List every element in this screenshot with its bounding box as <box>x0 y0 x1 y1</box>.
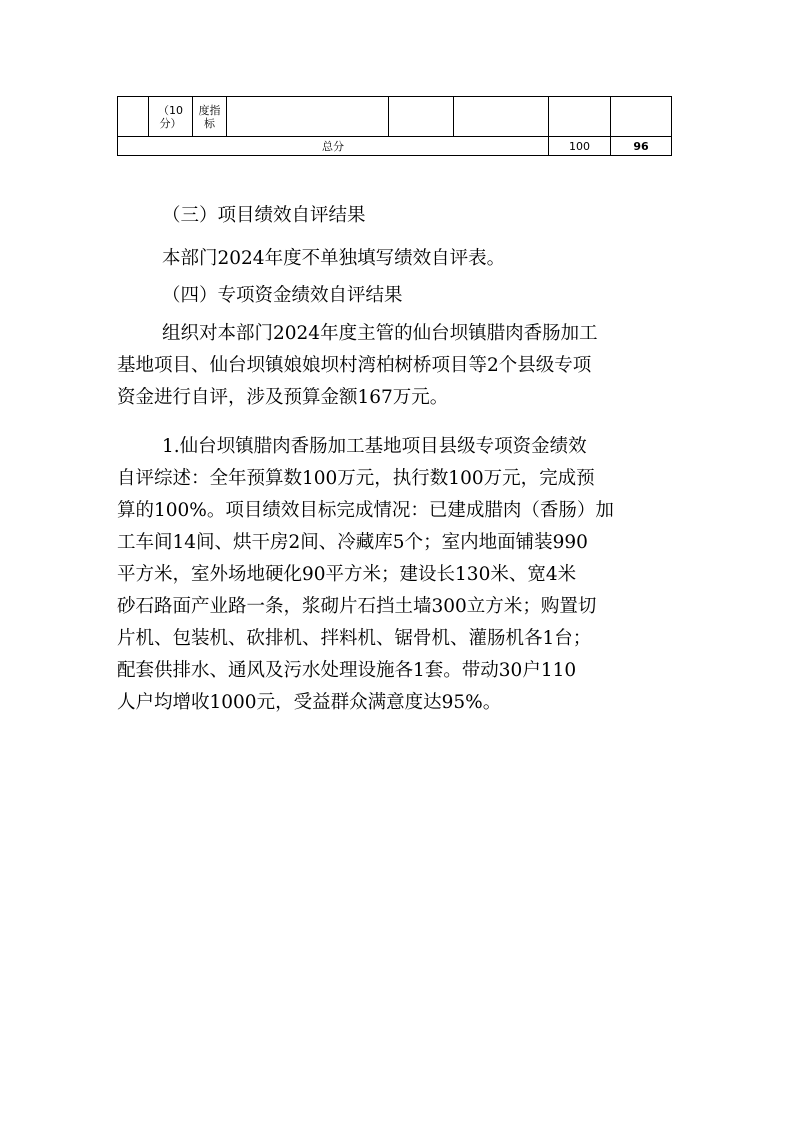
item-line: 配套供排水、通风及污水处理设施各1套。带动30户110 <box>117 660 577 681</box>
indicator-line-2: 标 <box>204 116 215 130</box>
item-line: 算的100%。项目绩效目标完成情况：已建成腊肉（香肠）加 <box>117 500 614 521</box>
table-row <box>118 97 672 137</box>
table-cell <box>227 97 389 137</box>
item-line: 1.仙台坝镇腊肉香肠加工基地项目县级专项资金绩效 <box>162 436 587 457</box>
item-line: 平方米，室外场地硬化90平方米；建设长130米、宽4米 <box>117 564 577 585</box>
item-line: 砂石路面产业路一条，浆砌片石挡土墙300立方米；购置切 <box>117 596 597 617</box>
total-row <box>118 137 672 156</box>
score-weight-line-1: （10 <box>158 103 183 117</box>
score-weight-line-2: 分） <box>159 116 182 130</box>
table-cell <box>118 97 149 137</box>
section-4-heading: （四）专项资金绩效自评结果 <box>162 285 403 306</box>
section-4-intro <box>117 318 687 414</box>
item-line: 自评综述：全年预算数100万元，执行数100万元，完成预 <box>117 468 595 489</box>
section-3-body: 本部门2024年度不单独填写绩效自评表。 <box>162 248 506 269</box>
indicator-cell <box>193 97 227 137</box>
item-line: 人户均增收1000元，受益群众满意度达95%。 <box>117 692 502 713</box>
item-line: 工车间14间、烘干房2间、冷藏库5个；室内地面铺装990 <box>117 532 588 553</box>
intro-line: 资金进行自评，涉及预算金额167万元。 <box>117 387 449 408</box>
intro-line: 基地项目、仙台坝镇娘娘坝村湾柏树桥项目等2个县级专项 <box>117 355 592 376</box>
performance-score-table <box>117 96 672 156</box>
score-weight-cell <box>149 97 193 137</box>
intro-line: 组织对本部门2024年度主管的仙台坝镇腊肉香肠加工 <box>162 323 598 344</box>
item-line: 片机、包装机、砍排机、拌料机、锯骨机、灌肠机各1台； <box>117 628 592 649</box>
total-label-cell: 总分 <box>118 137 549 156</box>
total-score-cell: 96 <box>611 137 672 156</box>
indicator-line-1: 度指 <box>198 103 221 117</box>
table-cell <box>389 97 454 137</box>
table-cell <box>549 97 611 137</box>
section-3-heading: （三）项目绩效自评结果 <box>162 205 366 226</box>
item-1-paragraph <box>117 431 687 719</box>
full-score-cell: 100 <box>549 137 611 156</box>
table-cell <box>611 97 672 137</box>
table-cell <box>454 97 549 137</box>
